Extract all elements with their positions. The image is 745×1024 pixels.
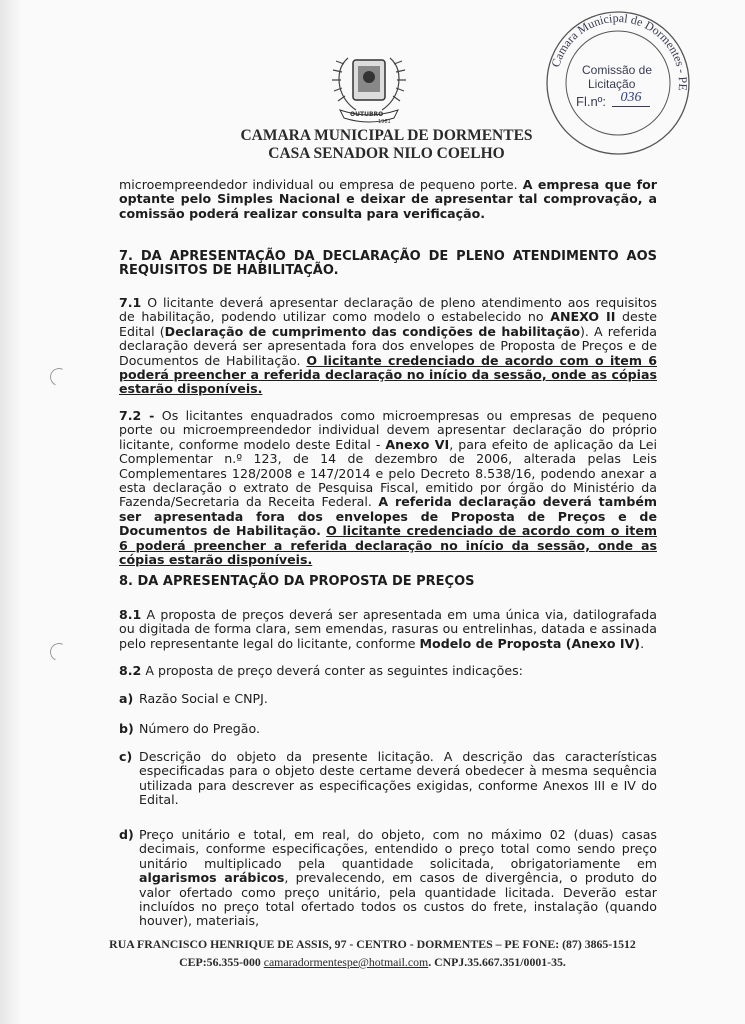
paragraph-8-2 xyxy=(119,664,657,678)
p71-text-a: O licitante deverá apresentar declaração de pleno atendimento aos requisitos de habilitação, podendo utilizar como modelo o estabelecido no xyxy=(119,295,657,325)
p72-text-c: , para efeito de aplicação da Lei Complementar n.º 123, de 14 de dezembro de 2006, alterada pelas Leis Complementares 128/2008 e 147/2014 e pelo Decreto 8.538/16, podendo anexar a esta declaração o extrato de Pesquisa Fiscal, emitido por órgão do Ministério da Fazenda/Secretaria da Receita Federal. xyxy=(119,436,657,510)
p72-number: 7.2 - xyxy=(119,408,155,423)
p72-underlined: O licitante credenciado de acordo com o item 6 poderá preencher a referida declaração no início da sessão, onde as cópias estarão disponíveis. xyxy=(119,523,657,568)
list-item-text: Número do Pregão. xyxy=(139,721,260,736)
p81-text-a: A proposta de preços deverá ser apresentada em uma única via, datilografada ou digitada de forma clara, sem emendas, rasuras ou entrelinhas, datada e assinada pelo representante legal do licitante, conforme xyxy=(119,607,657,651)
p81-number: 8.1 xyxy=(119,607,142,622)
p82-number: 8.2 xyxy=(119,663,142,678)
punch-hole-mark xyxy=(47,365,70,388)
section-8-heading: 8. DA APRESENTAÇÃO DA PROPOSTA DE PREÇOS xyxy=(119,574,475,589)
p71-declaration: Declaração de cumprimento das condições de habilitação xyxy=(164,323,580,339)
stamp-fl-label: Fl.nº: xyxy=(576,94,607,109)
municipal-crest-icon xyxy=(318,50,420,130)
list-item xyxy=(119,692,657,706)
intro-bold: A empresa que for optante pelo Simples Nacional e deixar de apresentar tal comprovação, a comissão poderá realizar consulta para verificação. xyxy=(119,177,657,221)
stamp-ring-text: Camara Municipal de Dormentes - PE xyxy=(548,10,691,92)
footer-email-link[interactable]: camaradormentespe@hotmail.com xyxy=(263,955,429,969)
stamp-line2: Licitação xyxy=(588,77,636,91)
list-item xyxy=(119,828,657,929)
institution-title: CAMARA MUNICIPAL DE DORMENTES xyxy=(240,127,533,144)
stamp-line1: Comissão de xyxy=(582,63,653,77)
p71-underlined: O licitante credenciado de acordo com o item 6 poderá preencher a referida declaração no início da sessão, onde as cópias estarão disponíveis. xyxy=(119,352,657,397)
paragraph-8-1 xyxy=(119,608,657,651)
stamp-page-number: 036 xyxy=(612,90,650,107)
item-d-text-a: Preço unitário e total, em real, do objeto, com no máximo 02 (duas) casas decimais, conforme especificações, entendido o preço total como sendo preço unitário multiplicado pela quantidade solicitada, obrigatoriamente em xyxy=(139,827,657,871)
crest-year: 1961 xyxy=(378,119,391,125)
p72-bold: A referida declaração deverá também ser apresentada fora dos envelopes de Proposta de Preços e de Documentos de Habilitação. xyxy=(119,494,657,539)
item-d-bold: algarismos arábicos xyxy=(139,870,285,886)
intro-paragraph xyxy=(119,178,657,221)
footer-cnpj: . CNPJ.35.667.351/0001-35. xyxy=(428,955,566,969)
p71-text-c: deste Edital ( xyxy=(119,309,658,339)
list-item-letter: d) xyxy=(119,827,134,842)
list-item-letter: b) xyxy=(119,721,134,736)
list-item-text: Razão Social e CNPJ. xyxy=(139,691,268,706)
list-item xyxy=(119,722,657,736)
list-item-text xyxy=(139,828,657,929)
list-item xyxy=(119,750,657,808)
institution-subtitle: CASA SENADOR NILO COELHO xyxy=(268,145,505,162)
list-item-letter: a) xyxy=(119,691,134,706)
p71-number: 7.1 xyxy=(119,295,142,310)
punch-hole-mark xyxy=(47,640,70,663)
intro-text: microempreendedor individual ou empresa de pequeno porte. xyxy=(119,177,518,192)
list-item-text: Descrição do objeto da presente licitação. A descrição das características especificadas para o objeto deste certame deverá obedecer à mesma sequência utilizada para descrever as especificações exigidas, conforme Anexos III e IV do Edital. xyxy=(139,749,657,808)
p81-text-c: . xyxy=(640,635,645,651)
paragraph-7-1 xyxy=(119,296,657,397)
p82-text: A proposta de preço deverá conter as seguintes indicações: xyxy=(145,663,523,678)
p81-model: Modelo de Proposta (Anexo IV) xyxy=(419,635,641,651)
p71-text-e: ). A referida declaração deverá ser apresentada fora dos envelopes de Proposta de Preços e de Documentos de Habilitação. xyxy=(119,323,657,368)
crest-banner: OUTUBRO xyxy=(350,111,384,118)
item-d-text-c: , prevalecendo, em casos de divergência, o produto do valor ofertado como preço unitário, pela quantidade licitada. Deverão estar incluídos no preço total ofertado todos os custos do frete, instalação (quando houver), materiais, xyxy=(139,870,657,929)
section-7-heading: 7. DA APRESENTAÇÃO DA DECLARAÇÃO DE PLENO ATENDIMENTO AOS REQUISITOS DE HABILITAÇÃO. xyxy=(119,249,657,279)
footer-cep: CEP:56.355-000 xyxy=(179,955,261,969)
list-item-letter: c) xyxy=(119,749,133,764)
p72-annex: Anexo VI xyxy=(385,436,450,452)
p72-text-a: Os licitantes enquadrados como microempresas ou empresas de pequeno porte ou microempreendedor individual devem apresentar declaração do próprio licitante, conforme modelo deste Edital - xyxy=(119,408,657,452)
footer-contact xyxy=(0,955,745,970)
paragraph-7-2 xyxy=(119,409,657,567)
footer-address: RUA FRANCISCO HENRIQUE DE ASSIS, 97 - CENTRO - DORMENTES – PE FONE: (87) 3865-1512 xyxy=(109,937,636,951)
p71-annex: ANEXO II xyxy=(550,309,616,325)
